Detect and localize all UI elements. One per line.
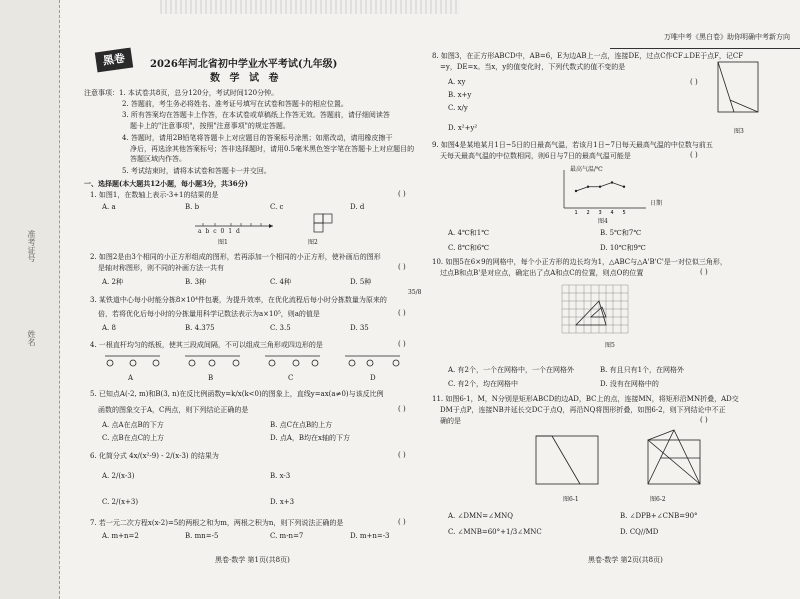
q1-option-c: C. c: [270, 203, 284, 211]
q5-option-b: B. 点C在点B的上方: [270, 421, 333, 429]
q8-stem-2: =y，DE=x。当x，y的值变化时，下列代数式的值不变的是: [440, 63, 626, 71]
q2-option-a: A. 2种: [102, 278, 123, 286]
q7-stem: 7. 若一元二次方程x(x-2)=5的两根之和为m，两根之积为n，则下列说法正确的是: [90, 519, 344, 527]
q11-stem-2: DM于点P，连接NB并延长交DC于点Q，再沿NQ将图形折叠，如图6-2，则下列结论中不正: [440, 406, 726, 414]
q1-stem: 1. 如图1，在数轴上表示-3+1的结果的是: [90, 191, 219, 199]
q7-option-c: C. m-n=7: [270, 532, 304, 540]
q9-option-d: D. 10℃和9℃: [600, 244, 646, 252]
q6-option-a: A. 2/(x-3): [102, 472, 135, 480]
q1-option-b: B. b: [185, 203, 200, 211]
q9-data-point: [587, 186, 589, 188]
q5-stem-1: 5. 已知点A(-2, m)和B(3, n)在反比例函数y=k/x(k<0)的图象上，直线y=ax(a≠0)与该反比例: [90, 390, 384, 398]
q3-answer-slot: ( ): [398, 309, 406, 317]
q1-answer-slot: ( ): [398, 190, 406, 198]
q7-answer-slot: ( ): [398, 518, 406, 526]
q11-fig1-caption: 图6-1: [563, 496, 579, 503]
q5-option-a: A. 点A在点B的下方: [102, 421, 164, 429]
q9-option-c: C. 8℃和6℃: [448, 244, 490, 252]
q4-label-d: D: [370, 374, 376, 382]
strip-label-1: 准考证号: [27, 230, 36, 262]
q9-option-a: A. 4℃和1℃: [448, 229, 490, 237]
q2-answer-slot: ( ): [398, 263, 406, 271]
q9-x-tick: 4: [610, 210, 614, 216]
q4-rod-figures: [100, 352, 410, 374]
q5-option-d: D. 点A，B均在x轴的下方: [270, 434, 350, 442]
q9-data-point: [623, 186, 625, 188]
q11-option-a: A. ∠DMN=∠MNQ: [448, 512, 514, 520]
q6-option-c: C. 2/(x+3): [102, 498, 139, 506]
q3-option-b: B. 4.375: [185, 324, 215, 332]
q1-axis-labels: a b c 0 1 d: [198, 228, 241, 235]
q10-grid-figure: [562, 285, 632, 337]
q10-option-c: C. 有2个，均在网格中: [448, 380, 519, 388]
q7-option-b: B. mn=-5: [185, 532, 219, 540]
q10-option-a: A. 有2个，一个在网格中，一个在网格外: [448, 366, 574, 374]
q11-fig2-caption: 图6-2: [650, 496, 666, 503]
q10-fig-caption: 图5: [605, 342, 615, 349]
notes-4b: 净后，再选涂其他答案标号；答非选择题时，请用0.5毫米黑色签字笔在答题卡上对应题目的答题区域内作答。: [130, 145, 415, 163]
q9-x-tick: 3: [598, 210, 602, 216]
q10-answer-slot: ( ): [700, 268, 708, 276]
q9-chart-ylabel: 最高气温/℃: [570, 166, 603, 173]
q10-stem-1: 10. 如图5在6×9的网格中，每个小正方形的边长均为1，△ABC与△A'B'C'是一对位似三角形，: [432, 258, 727, 266]
q11-answer-slot: ( ): [700, 416, 708, 424]
q4-answer-slot: ( ): [398, 340, 406, 348]
exam-title: 2026年河北省初中学业水平考试(九年级): [150, 59, 338, 70]
q5-answer-slot: ( ): [398, 405, 406, 413]
q3-option-d: D. 35: [350, 324, 369, 332]
q9-stem-1: 9. 如图4是某地某月1日~5日的日最高气温，若该月1日~7日每天最高气温的中位数与前五: [432, 141, 713, 149]
q9-option-b: B. 5℃和7℃: [600, 229, 642, 237]
q4-stem: 4. 一根直杆均匀的纸板，使其三段成间隔，不可以组成三角形或四边形的是: [90, 341, 323, 349]
q1-fig2-squares: [306, 212, 336, 236]
q11-option-b: B. ∠DPB+∠CNB=90°: [620, 512, 698, 520]
q10-option-d: D. 没有在网格中的: [600, 380, 659, 388]
q2-option-b: B. 3种: [185, 278, 207, 286]
q8-option-b: B. x+y: [448, 91, 472, 99]
q8-stem-1: 8. 如图3，在正方形ABCD中，AB=6，E为边AB上一点，连接DE，过点C作CF⊥DE于点F，记CF: [432, 52, 744, 60]
q4-label-c: C: [288, 374, 294, 382]
q8-option-a: A. xy: [448, 78, 466, 86]
q9-data-point: [575, 190, 577, 192]
notes-1: 注意事项：1. 本试卷共8页，总分120分，考试时间120分钟。: [84, 89, 279, 97]
section-1-heading: 一、选择题(本大题共12小题，每小题3分，共36分): [84, 179, 248, 188]
q11-stem-3: 确的是: [440, 417, 461, 425]
q11-fig1-rectangle: [530, 430, 610, 492]
q9-chart-xlabel: 日期: [650, 200, 663, 207]
notes-3b: 题卡上的"注意事项"，按照"注意事项"的规定答题。: [130, 122, 290, 130]
q9-answer-slot: ( ): [690, 151, 698, 159]
header-divider: [610, 48, 800, 49]
q1-fig1-caption: 图1: [218, 239, 228, 246]
q1-option-d: D. d: [350, 203, 365, 211]
q3-stem-1: 3. 某铁道中心每小时能分拣8×10⁴件包裹，为提升效率，在优化流程后每小时分拣数量为原来的: [90, 296, 387, 304]
q9-data-point: [611, 181, 613, 183]
q10-stem-2: 过点B和点B'是对应点，确定出了点A和点C的位置，则点O的位置: [440, 269, 644, 277]
q8-option-c: C. x/y: [448, 104, 468, 112]
q7-option-a: A. m+n=2: [102, 532, 139, 540]
q8-option-d: D. x²+y²: [448, 124, 478, 132]
q8-answer-slot: ( ): [690, 78, 698, 86]
notes-5: 5. 考试结束时，请将本试卷和答题卡一并交回。: [122, 167, 271, 175]
notes-2: 2. 答题前，考生务必将姓名、准考证号填写在试卷和答题卡的相应位置。: [122, 100, 348, 108]
footer-right: 黑卷·数学 第2页(共8页): [588, 556, 663, 564]
q2-stem-1: 2. 如图2是由3个相同的小正方形组成的图形，若再添加一个相同的小正方形，使补画后的图形: [90, 253, 381, 261]
q6-option-d: D. x+3: [270, 498, 295, 506]
header-slogan: 万唯中考《黑白卷》助你明确中考新方向: [664, 33, 790, 41]
q8-fig-caption: 图3: [734, 128, 744, 135]
q6-stem: 6. 化简分式 4x/(x²-9) - 2/(x-3) 的结果为: [90, 452, 219, 460]
q9-data-point: [599, 186, 601, 188]
notes-4a: 4. 答题时，请用2B铅笔将答题卡上对应题目的答案标号涂黑；如需改动，请用橡皮擦干: [122, 134, 393, 142]
q5-stem-2: 函数的图象交于A，C两点，则下列结论正确的是: [98, 406, 249, 414]
binding-strip: [0, 0, 60, 599]
black-paper-badge: 黑卷: [95, 48, 133, 73]
q8-square-figure: [712, 58, 764, 120]
q3-option-a: A. 8: [102, 324, 116, 332]
exam-subtitle: 数 学 试 卷: [210, 73, 282, 84]
q6-answer-slot: ( ): [398, 451, 406, 459]
q11-option-c: C. ∠MNB=60°+1/3∠MNC: [448, 528, 542, 536]
scan-noise: [160, 0, 460, 14]
q7-option-d: D. m+n=-3: [350, 532, 390, 540]
q9-line-chart: [560, 170, 650, 215]
q9-fig-caption: 图4: [598, 218, 608, 225]
q4-label-b: B: [208, 374, 214, 382]
q11-stem-1: 11. 如图6-1，M，N分别是矩形ABCD的边AD，BC上的点，连接MN，将矩形沿MN折叠，AD交: [432, 395, 739, 403]
q3-fraction: 35/8: [408, 289, 422, 296]
q4-label-a: A: [128, 374, 134, 382]
q3-stem-2: 倍，若将优化后每小时的分拣量用科学记数法表示为a×10⁵，则a的值是: [98, 310, 320, 318]
notes-3a: 3. 所有答案均在答题卡上作答，在本试卷或草稿纸上作答无效。答题前，请仔细阅读答: [122, 111, 390, 119]
q6-option-b: B. x-3: [270, 472, 291, 480]
footer-left: 黑卷·数学 第1页(共8页): [215, 556, 290, 564]
q5-option-c: C. 点B在点C的上方: [102, 434, 165, 442]
q9-x-tick: 5: [622, 210, 626, 216]
q1-option-a: A. a: [102, 203, 116, 211]
q2-stem-2: 是轴对称图形，则不同的补画方法一共有: [98, 264, 224, 272]
q2-option-c: C. 4种: [270, 278, 292, 286]
strip-label-2: 姓名: [27, 330, 36, 346]
q9-x-tick: 1: [574, 210, 578, 216]
q11-option-d: D. CQ//MD: [620, 528, 659, 536]
q2-option-d: D. 5种: [350, 278, 372, 286]
q3-option-c: C. 3.5: [270, 324, 291, 332]
q9-stem-2: 天每天最高气温的中位数相同，则6日与7日的最高气温可能是: [440, 152, 631, 160]
q10-option-b: B. 有且只有1个，在网格外: [600, 366, 685, 374]
q9-x-tick: 2: [586, 210, 590, 216]
q11-fig2-folded: [640, 428, 710, 492]
q1-fig2-caption: 图2: [308, 239, 318, 246]
